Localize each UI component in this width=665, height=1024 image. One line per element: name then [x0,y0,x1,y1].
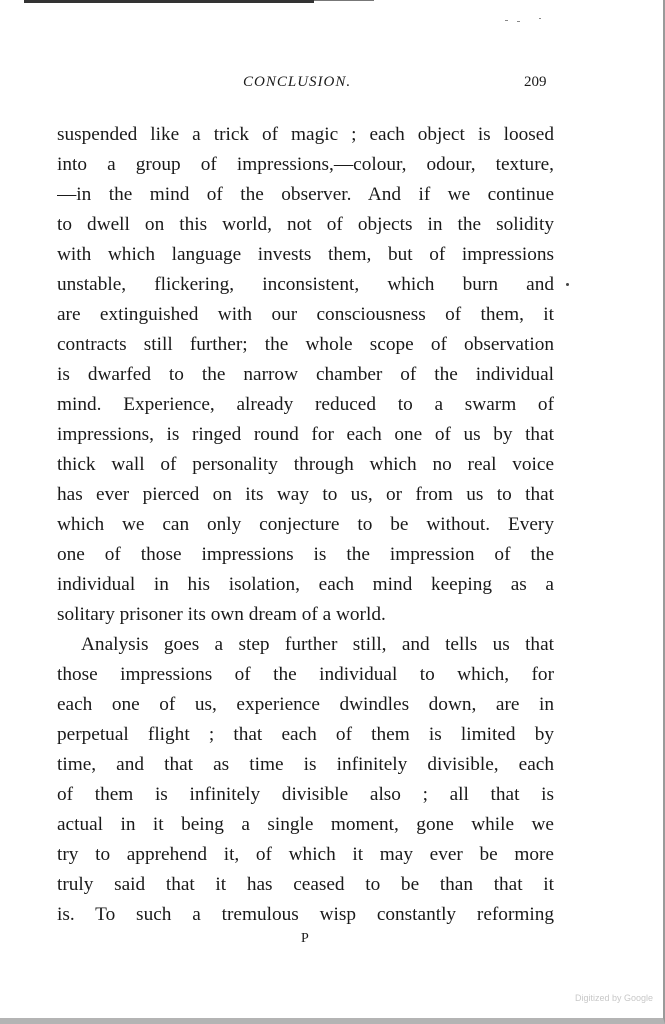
scan-speck [539,18,541,19]
page-header [0,74,665,98]
text-line: which we can only conjecture to be without. Every [57,514,554,535]
text-line: has ever pierced on its way to us, or from us to that [57,484,554,505]
scan-speck [505,20,508,21]
text-line: try to apprehend it, of which it may ever be more [57,844,554,865]
text-line: actual in it being a single moment, gone while we [57,814,554,835]
text-line: are extinguished with our consciousness of them, it [57,304,554,325]
text-line: —in the mind of the observer. And if we continue [57,184,554,205]
text-line: time, and that as time is infinitely divisible, each [57,754,554,775]
margin-dot [566,283,569,286]
text-line: one of those impressions is the impression of the [57,544,554,565]
scan-speck [517,21,520,22]
body-text [57,120,554,930]
text-line: of them is infinitely divisible also ; all that is [57,784,554,805]
text-line: mind. Experience, already reduced to a swarm of [57,394,554,415]
top-rule-thin [314,0,374,1]
page-number: 209 [524,74,547,90]
top-rule [24,0,314,3]
text-line: suspended like a trick of magic ; each object is loosed [57,124,554,145]
text-line: each one of us, experience dwindles down, are in [57,694,554,715]
text-line: impressions, is ringed round for each one of us by that [57,424,554,445]
text-line: truly said that it has ceased to be than that it [57,874,554,895]
text-line: to dwell on this world, not of objects in the solidity [57,214,554,235]
signature-mark: P [301,931,310,946]
text-line: individual in his isolation, each mind keeping as a [57,574,554,595]
running-head: CONCLUSION. [243,74,352,90]
text-line: is dwarfed to the narrow chamber of the individual [57,364,554,385]
text-line: those impressions of the individual to which, for [57,664,554,685]
text-line: Analysis goes a step further still, and tells us that [81,634,554,655]
watermark: Digitized by Google [574,993,653,1003]
text-line: with which language invests them, but of impressions [57,244,554,265]
text-line: into a group of impressions,—colour, odour, texture, [57,154,554,175]
text-line: is. To such a tremulous wisp constantly reforming [57,904,554,925]
text-line: unstable, flickering, inconsistent, which burn and [57,274,554,295]
text-line: perpetual flight ; that each of them is limited by [57,724,554,745]
text-line: contracts still further; the whole scope of observation [57,334,554,355]
text-line: solitary prisoner its own dream of a world. [57,604,386,625]
text-line: thick wall of personality through which no real voice [57,454,554,475]
